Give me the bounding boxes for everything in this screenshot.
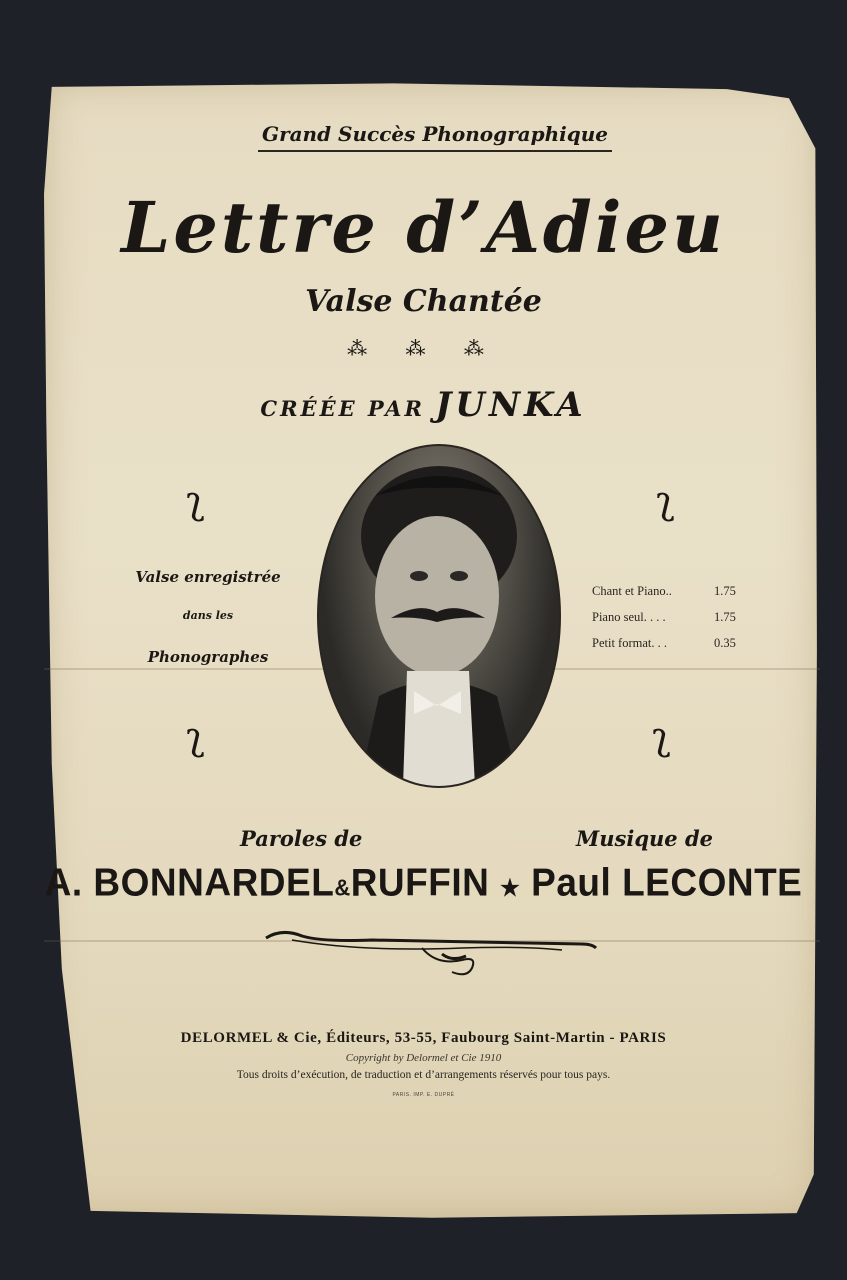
price-value: 1.75 [714,610,736,624]
price-label: Piano seul. . . . [592,610,666,624]
recorded-note-line1: Valse enregistrée [135,568,281,586]
swirl-ornament-icon: ʅ [186,714,205,758]
created-by-line [0,385,847,425]
recorded-note-line3: Phonographes [147,648,269,666]
price-row [592,636,736,651]
composer-first-name: Paul [531,860,612,904]
swirl-ornament-icon: ʅ [652,714,671,758]
swirl-ornament-icon: ʅ [186,478,205,522]
performer-name: JUNKA [435,385,587,425]
top-tagline: Grand Succès Phonographique [258,122,612,152]
composer-last-name: LECONTE [622,860,803,904]
song-subtitle: Valse Chantée [305,284,542,319]
copyright-line: Copyright by Delormel et Cie 1910 [345,1052,502,1064]
performer-portrait [317,444,561,788]
swirl-ornament-icon: ʅ [656,478,675,522]
printer-line: PARIS. IMP. E. DUPRÉ [392,1092,455,1098]
ornament-divider: ⁂ ⁂ ⁂ [347,336,500,360]
price-label: Petit format. . . [592,636,667,650]
price-row [592,584,736,599]
rights-line: Tous droits d’exécution, de traduction et d’arrangements réservés pour tous pays. [236,1069,611,1081]
lyricist-name-2: RUFFIN [350,860,490,904]
flourish-divider-icon [262,926,602,986]
created-by-prefix: CRÉÉE PAR [260,396,425,421]
song-title: Lettre d’Adieu [121,186,726,269]
price-row [592,610,736,625]
music-by-label: Musique de [576,826,713,851]
ampersand: & [334,874,351,901]
portrait-illustration [319,446,559,786]
star-icon: ★ [500,874,521,901]
price-label: Chant et Piano.. [592,584,672,598]
price-value: 0.35 [714,636,736,650]
recorded-note-line2: dans les [182,609,234,622]
lyricist-name-1: A. BONNARDEL [44,860,335,904]
price-value: 1.75 [714,584,736,598]
lyrics-by-label: Paroles de [240,826,363,851]
publisher-line: DELORMEL & Cie, Éditeurs, 53-55, Faubourg Saint-Martin - PARIS [180,1030,667,1046]
authors-line [0,861,847,905]
